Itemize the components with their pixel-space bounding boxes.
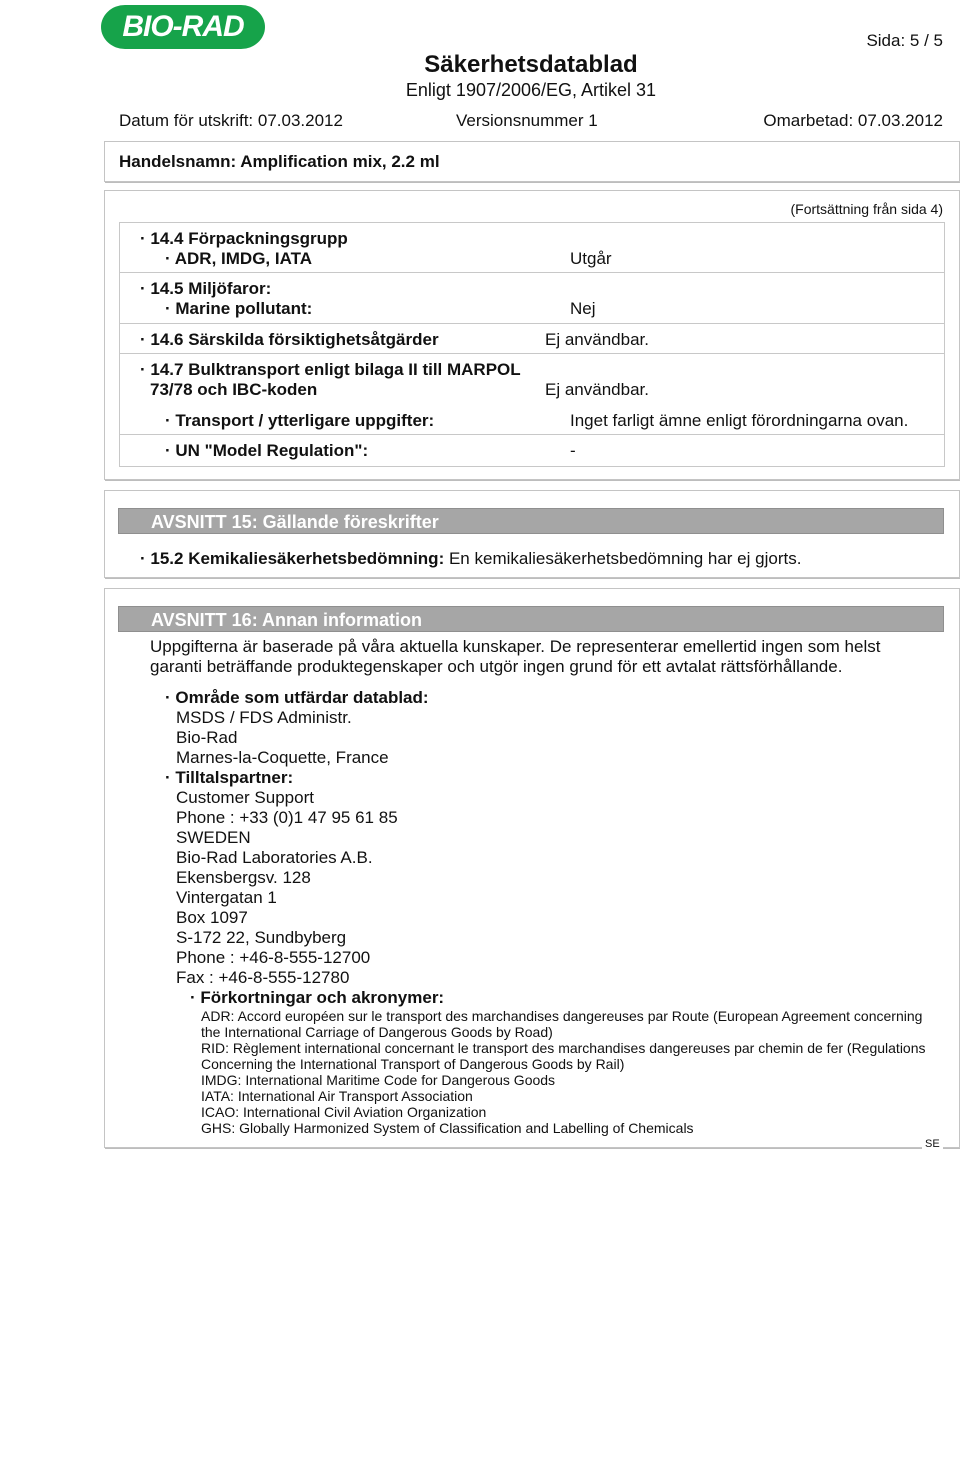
abbreviation-line: RID: Règlement international concernant le transport des marchandises dangereuses par chemin de fer (Regulations (201, 1040, 926, 1056)
contact-line: Vintergatan 1 (176, 888, 277, 907)
special-precautions-label: · 14.6 Särskilda försiktighetsåtgärder (140, 330, 439, 349)
row-divider (119, 434, 944, 435)
contact-line: Ekensbergsv. 128 (176, 868, 311, 887)
chemical-safety-assessment (140, 549, 801, 569)
abbreviations-label: · Förkortningar och akronymer: (190, 988, 445, 1007)
document-title: Säkerhetsdatablad (424, 51, 638, 78)
logo-text: BIO-RAD (122, 10, 244, 43)
chemical-safety-text: En kemikaliesäkerhetsbedömning har ej gjorts. (448, 549, 802, 568)
contact-line: Customer Support (176, 788, 314, 807)
section-16-title: AVSNITT 16: Annan information (118, 606, 944, 632)
issuer-label: · Område som utfärdar datablad: (165, 688, 429, 707)
marpol-label-2: 73/78 och IBC-koden (150, 380, 318, 399)
issuer-line: Bio-Rad (176, 728, 238, 747)
abbreviation-line: Concerning the International Transport of Dangerous Goods by Rail) (201, 1056, 625, 1072)
print-date: Datum för utskrift: 07.03.2012 (119, 111, 343, 130)
bio-rad-logo (101, 5, 265, 49)
country-code: SE (922, 1138, 943, 1150)
marpol-value: Ej användbar. (545, 380, 649, 399)
packing-group-label: · 14.4 Förpackningsgrupp (140, 229, 348, 248)
abbreviation-line: IATA: International Air Transport Association (201, 1088, 473, 1104)
intro-line-1: Uppgifterna är baserade på våra aktuella kunskaper. De representerar emellertid ingen som helst (150, 637, 881, 656)
continued-note: (Fortsättning från sida 4) (790, 201, 943, 217)
revised-date: Omarbetad: 07.03.2012 (763, 111, 943, 130)
un-model-regulation-value: - (570, 441, 576, 460)
contact-line: Box 1097 (176, 908, 248, 927)
document-subtitle: Enligt 1907/2006/EG, Artikel 31 (405, 80, 657, 100)
abbreviation-line: GHS: Globally Harmonized System of Classification and Labelling of Chemicals (201, 1120, 694, 1136)
abbreviation-line: ICAO: International Civil Aviation Organization (201, 1104, 487, 1120)
contact-line: SWEDEN (176, 828, 251, 847)
marpol-label-1: · 14.7 Bulktransport enligt bilaga II till MARPOL (140, 360, 521, 379)
intro-line-2: garanti beträffande produktegenskaper och utgör ingen grund för ett avtalat rättsförhållande. (150, 657, 843, 676)
section-15-title: AVSNITT 15: Gällande föreskrifter (118, 508, 944, 534)
contact-line: Fax : +46-8-555-12780 (176, 968, 350, 987)
issuer-line: Marnes-la-Coquette, France (176, 748, 389, 767)
transport-info-label: · Transport / ytterligare uppgifter: (165, 411, 435, 430)
packing-group-value: Utgår (570, 249, 612, 268)
row-divider (119, 323, 944, 324)
abbreviation-line: the International Carriage of Dangerous Goods by Road) (201, 1024, 553, 1040)
issuer-line: MSDS / FDS Administr. (176, 708, 352, 727)
contact-label: · Tilltalspartner: (165, 768, 294, 787)
page-number: Sida: 5 / 5 (866, 31, 943, 50)
contact-line: Phone : +33 (0)1 47 95 61 85 (176, 808, 398, 827)
row-divider (119, 353, 944, 354)
abbreviation-line: ADR: Accord européen sur le transport des marchandises dangereuses par Route (European Agreement concerning (201, 1008, 923, 1024)
contact-line: Phone : +46-8-555-12700 (176, 948, 371, 967)
transport-info-value: Inget farligt ämne enligt förordningarna ovan. (570, 411, 909, 430)
env-hazards-label: · 14.5 Miljöfaror: (140, 279, 272, 298)
marine-pollutant-label: · Marine pollutant: (165, 299, 313, 318)
contact-line: S-172 22, Sundbyberg (176, 928, 347, 947)
abbreviation-line: IMDG: International Maritime Code for Dangerous Goods (201, 1072, 556, 1088)
un-model-regulation-label: · UN "Model Regulation": (165, 441, 369, 460)
packing-group-sub: · ADR, IMDG, IATA (165, 249, 312, 268)
contact-line: Bio-Rad Laboratories A.B. (176, 848, 373, 867)
trade-name: Handelsnamn: Amplification mix, 2.2 ml (119, 152, 440, 171)
row-divider (119, 272, 944, 273)
chemical-safety-label: · 15.2 Kemikaliesäkerhetsbedömning: (140, 549, 445, 568)
special-precautions-value: Ej användbar. (545, 330, 649, 349)
trade-name-box (104, 141, 960, 182)
version-number: Versionsnummer 1 (456, 111, 598, 130)
marine-pollutant-value: Nej (570, 299, 596, 318)
